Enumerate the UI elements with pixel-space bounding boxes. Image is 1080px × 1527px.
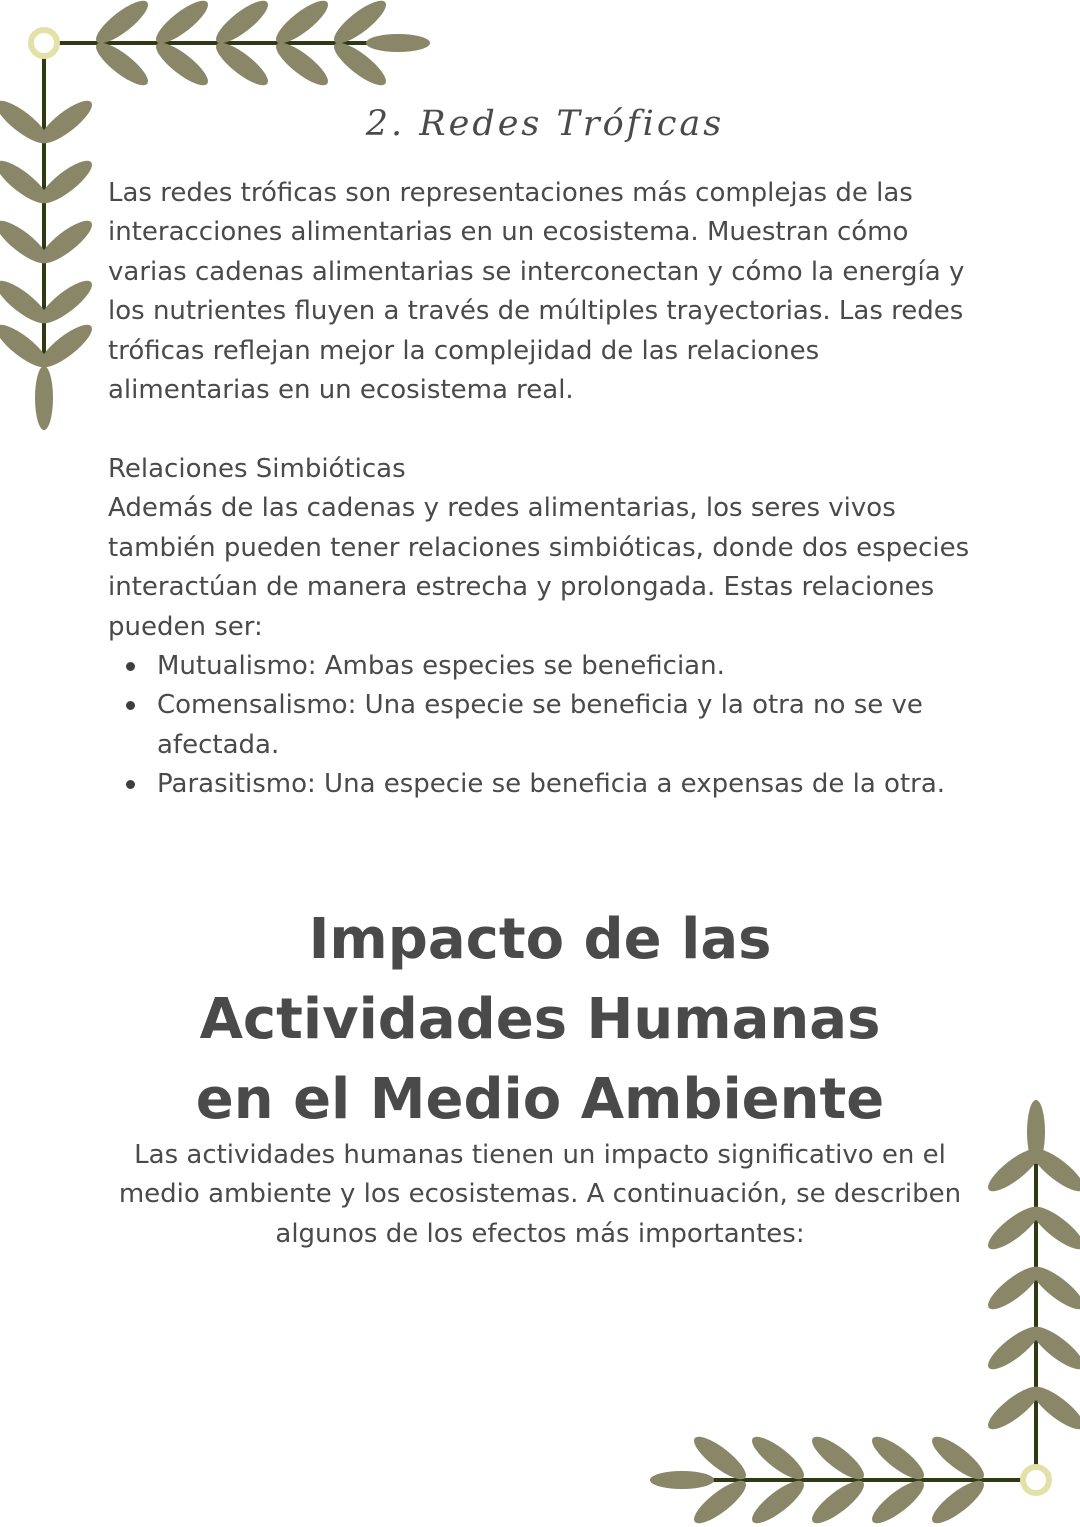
redes-troficas-paragraph: Las redes tróficas son representaciones más complejas de las interacciones alimentarias en un ecosistema. Muestran cómo varias cadenas alimentarias se interconectan y cómo la energía y los nutrientes fluyen a través de múltiples trayectorias. Las redes tróficas reflejan mejor la complejidad de las relaciones alimentarias en un ecosistema real. <box>108 178 965 406</box>
symbiotic-relations-heading: Relaciones Simbióticas <box>108 454 406 484</box>
list-item-comensalismo: Comensalismo: Una especie se beneficia y la otra no se ve afectada. <box>157 686 978 765</box>
section-title-redes-troficas: 2. Redes Tróficas <box>365 104 725 144</box>
symbiotic-relations-section <box>108 450 978 805</box>
symbiotic-relations-intro: Además de las cadenas y redes alimentarias, los seres vivos también pueden tener relaciones simbióticas, donde dos especies interactúan de manera estrecha y prolongada. Estas relaciones pueden ser: <box>108 493 970 642</box>
impact-title-line-2: Actividades Humanas <box>199 987 881 1052</box>
symbiotic-relations-list <box>108 647 978 805</box>
leaf-branch-bottom-right-icon <box>640 1090 1080 1527</box>
impact-title-line-1: Impacto de las <box>308 907 772 972</box>
impact-paragraph: Las actividades humanas tienen un impacto significativo en el medio ambiente y los ecosistemas. A continuación, se describen algunos de los efectos más importantes: <box>118 1140 962 1249</box>
impact-title-line-3: en el Medio Ambiente <box>195 1067 885 1132</box>
list-item-mutualismo: Mutualismo: Ambas especies se benefician. <box>157 647 978 686</box>
list-item-parasitismo: Parasitismo: Una especie se beneficia a expensas de la otra. <box>157 765 978 804</box>
